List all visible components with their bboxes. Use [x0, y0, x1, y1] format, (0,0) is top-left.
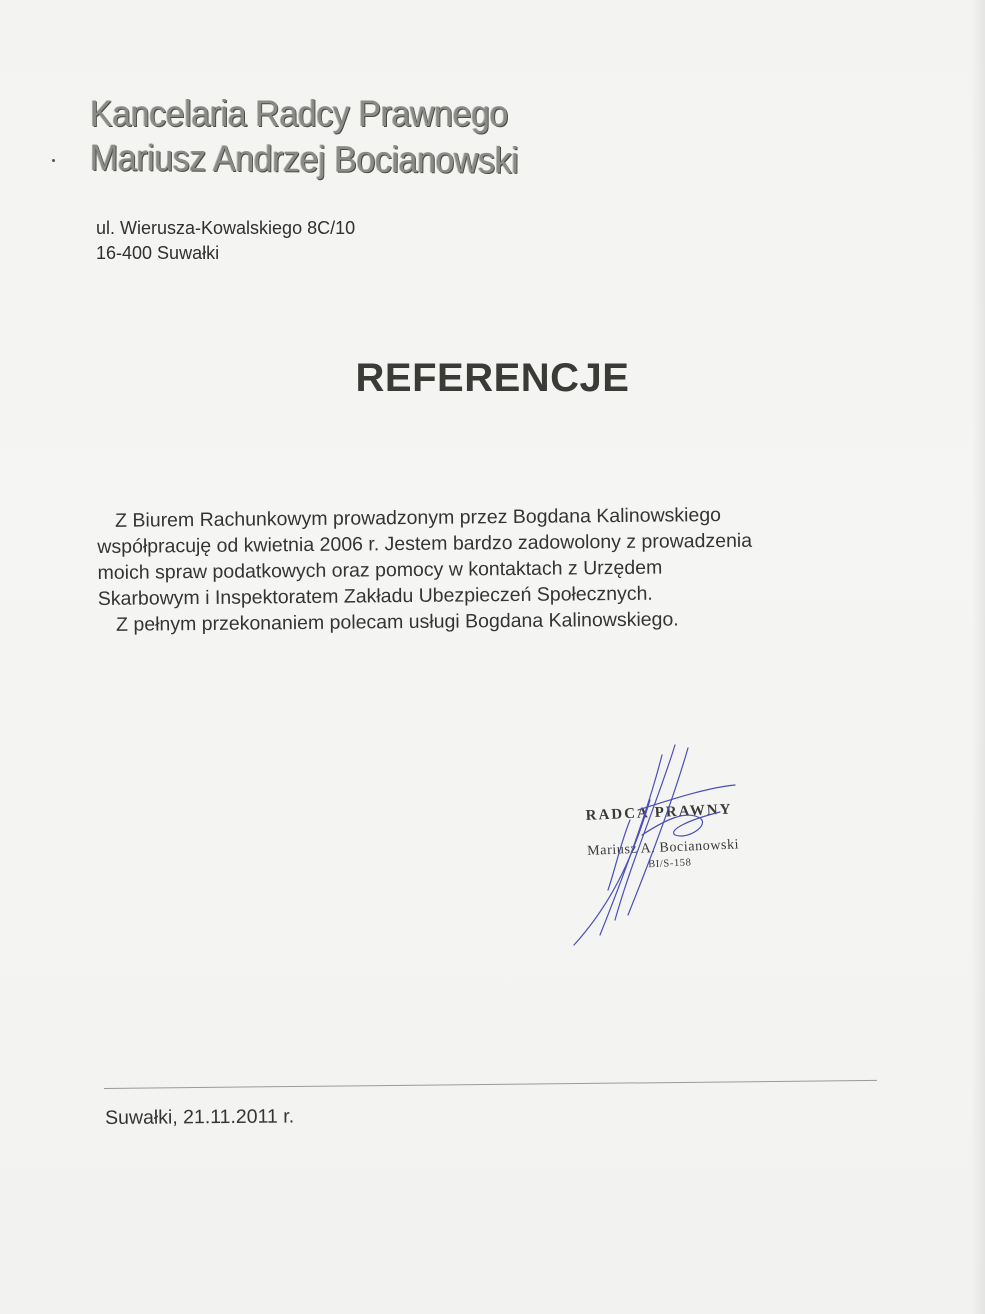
footer-divider — [104, 1080, 877, 1089]
letterhead-office-name: Kancelaria Radcy Prawnego — [90, 93, 509, 134]
letterhead — [90, 92, 690, 180]
reference-body — [97, 501, 858, 638]
body-line: Z Biurem Rachunkowym prowadzonym przez Bogdana Kalinowskiego — [115, 504, 722, 532]
handwritten-signature — [560, 740, 760, 950]
stamp-registration-code: BI/S-158 — [647, 857, 692, 871]
signature-strokes — [574, 745, 735, 945]
letterhead-lawyer-name: Mariusz Andrzej Bocianowski — [89, 137, 519, 181]
stamp-name: Mariusz A. Bocianowski — [586, 837, 740, 859]
address-street: ul. Wierusza-Kowalskiego 8C/10 — [96, 218, 356, 238]
body-line: współpracuję od kwietnia 2006 r. Jestem bardzo zadowolony z prowadzenia — [97, 529, 753, 558]
stray-ink-dot — [52, 159, 55, 162]
sender-address — [96, 216, 355, 266]
paper-edge-shadow — [971, 0, 985, 1314]
document-title: REFERENCJE — [355, 356, 630, 400]
body-line: Z pełnym przekonaniem polecam usługi Bogdana Kalinowskiego. — [116, 608, 679, 636]
stamp-title: RADCA PRAWNY — [585, 801, 733, 824]
body-line: Skarbowym i Inspektoratem Zakładu Ubezpieczeń Społecznych. — [97, 582, 653, 610]
address-city: 16-400 Suwałki — [96, 243, 220, 263]
place-and-date: Suwałki, 21.11.2011 r. — [105, 1105, 295, 1129]
body-line: moich spraw podatkowych oraz pomocy w kontaktach z Urzędem — [97, 556, 663, 584]
